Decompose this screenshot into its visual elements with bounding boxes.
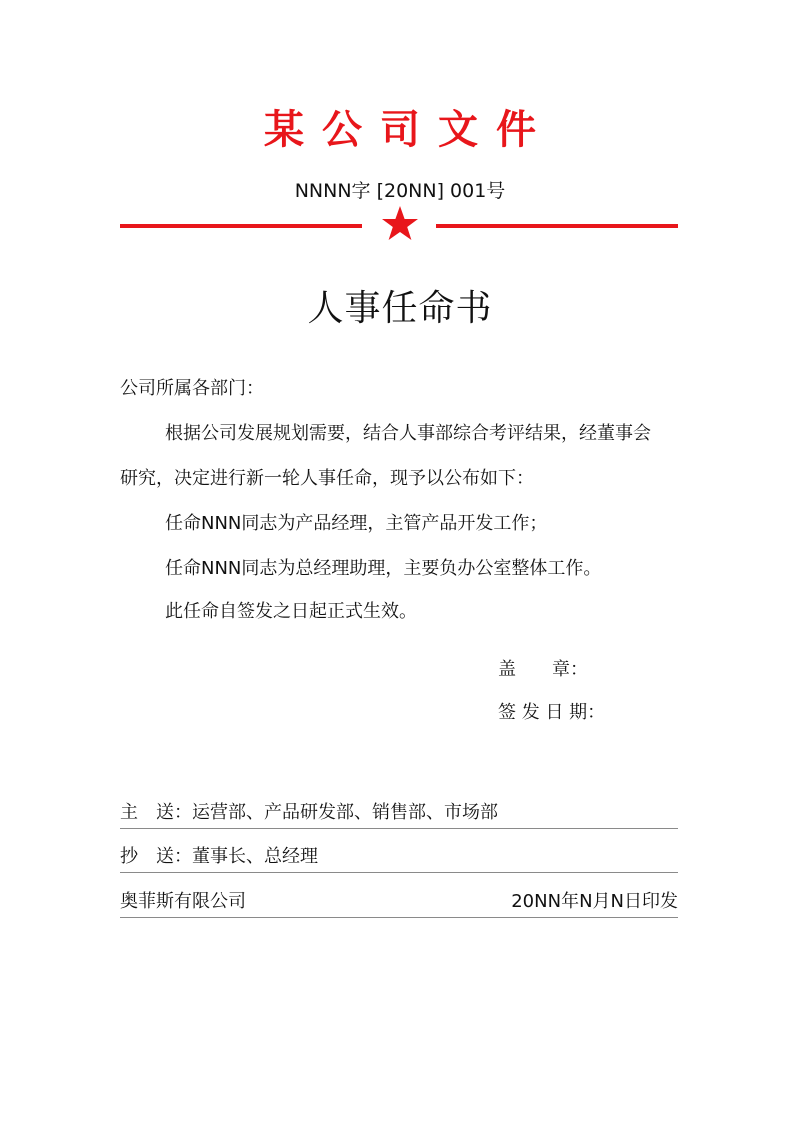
- seal-label: 盖 章：: [498, 659, 588, 680]
- header-rule-left: [120, 224, 362, 228]
- body-paragraph-2: 研究，决定进行新一轮人事任命，现予以公布如下：: [120, 468, 534, 489]
- star-icon: [372, 202, 428, 246]
- body-paragraph-1: 根据公司发展规划需要，结合人事部综合考评结果，经董事会: [165, 423, 651, 444]
- printed-date: 20NN年N月N日印发: [511, 891, 678, 912]
- body-paragraph-4: 任命NNN同志为总经理助理，主要负办公室整体工作。: [165, 558, 602, 579]
- copy-recipients: 抄 送：董事长、总经理: [120, 846, 318, 867]
- issuer-name: 奥菲斯有限公司: [120, 891, 246, 912]
- body-paragraph-3: 任命NNN同志为产品经理，主管产品开发工作；: [165, 513, 548, 534]
- document-number: NNNN字 [20NN] 001号: [294, 180, 506, 202]
- issue-date-label: 签 发 日 期：: [498, 702, 606, 723]
- main-recipients-row: [120, 798, 678, 829]
- header-rule-right: [436, 224, 678, 228]
- issuer-row: [120, 887, 678, 918]
- main-recipients: 主 送：运营部、产品研发部、销售部、市场部: [120, 802, 498, 823]
- body-paragraph-5: 此任命自签发之日起正式生效。: [165, 601, 417, 622]
- copy-recipients-row: [120, 842, 678, 873]
- org-document-title: 某公司文件: [264, 107, 554, 153]
- appointment-title: 人事任命书: [307, 288, 493, 329]
- salutation: 公司所属各部门：: [120, 378, 264, 399]
